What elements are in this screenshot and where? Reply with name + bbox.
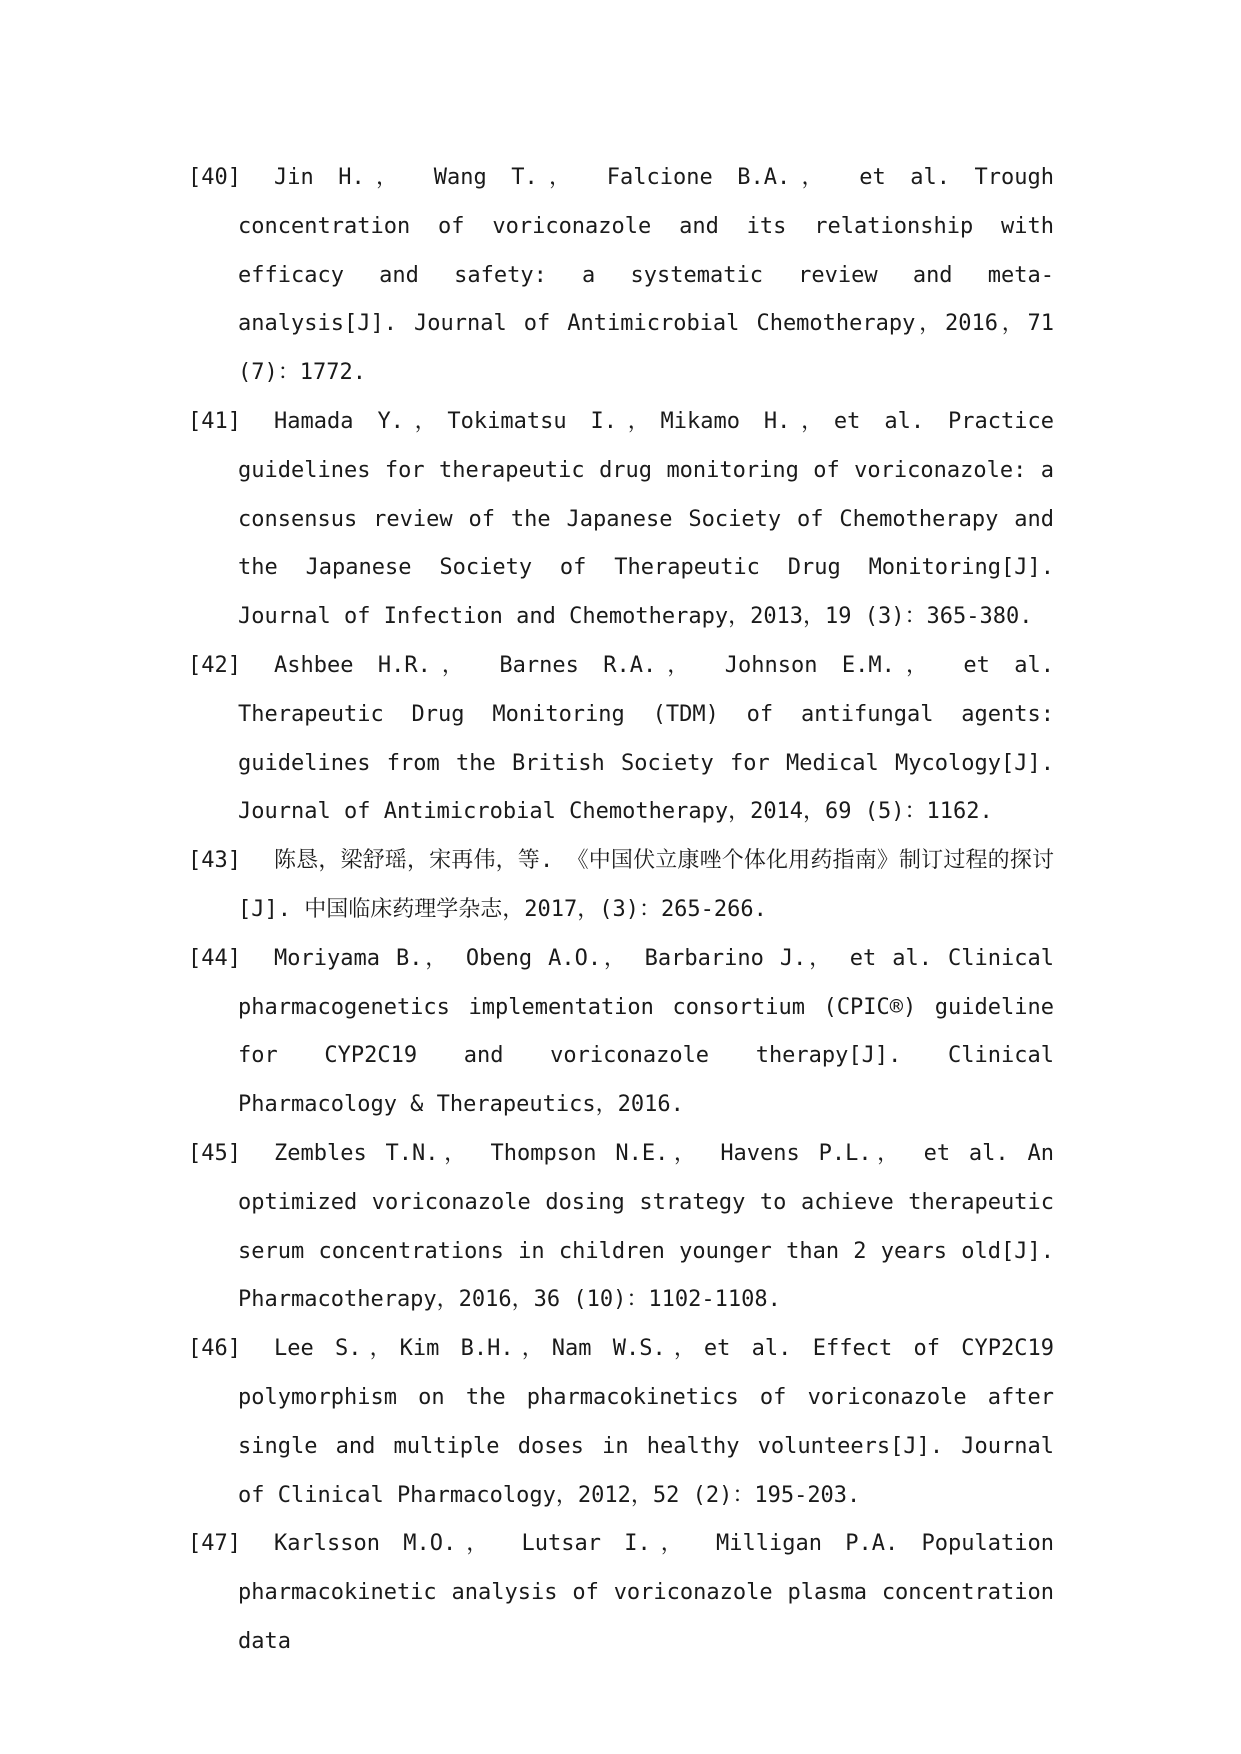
reference-number: [44] — [188, 945, 241, 971]
reference-text: Moriyama B.， Obeng A.O.， Barbarino J.， et al. Clinical pharmacogenetics implementation consortium (CPIC®) guideline for CYP2C19 and voriconazole therapy[J]. Clinical Pharmacology & Therapeutics，2016. — [238, 945, 1054, 1118]
reference-item — [188, 1130, 1054, 1325]
reference-number: [47] — [188, 1531, 241, 1557]
reference-number: [42] — [188, 652, 241, 678]
reference-text: Lee S.，Kim B.H.，Nam W.S.，et al. Effect of CYP2C19 polymorphism on the pharmacokinetics of voriconazole after single and multiple doses in healthy volunteers[J]. Journal of Clinical Pharmacology，2012，52 (2)：195-203. — [238, 1336, 1054, 1508]
reference-number: [41] — [188, 408, 241, 434]
reference-item — [188, 837, 1054, 935]
reference-item — [188, 642, 1054, 837]
reference-list — [188, 154, 1054, 1667]
reference-text: Ashbee H.R.， Barnes R.A.， Johnson E.M.， et al. Therapeutic Drug Monitoring (TDM) of antifungal agents: guidelines from the British Society for Medical Mycology[J]. Journal of Antimicrobial Chemotherapy，2014，69 (5)：1162. — [238, 652, 1054, 825]
reference-number: [40] — [188, 165, 241, 190]
reference-item — [188, 154, 1054, 398]
reference-text: Karlsson M.O.， Lutsar I.， Milligan P.A. Population pharmacokinetic analysis of voriconazole plasma concentration data — [238, 1531, 1054, 1654]
reference-item — [188, 398, 1054, 642]
reference-text: Jin H.， Wang T.， Falcione B.A.， et al. Trough concentration of voriconazole and its relationship with efficacy and safety: a systematic review and meta-analysis[J]. Journal of Antimicrobial Chemotherapy，2016，71 (7)：1772. — [238, 165, 1054, 386]
reference-text: Hamada Y.，Tokimatsu I.，Mikamo H.，et al. Practice guidelines for therapeutic drug monitoring of voriconazole: a consensus review of the Japanese Society of Chemotherapy and the Japanese Society of Therapeutic Drug Monitoring[J]. Journal of Infection and Chemotherapy，2013，19 (3)：365-380. — [238, 408, 1054, 630]
reference-text: 陈恳，梁舒瑶，宋再伟，等. 《中国伏立康唑个体化用药指南》制订过程的探讨[J]. 中国临床药理学杂志，2017，(3)：265-266. — [238, 848, 1054, 922]
reference-item — [188, 935, 1054, 1130]
reference-number: [45] — [188, 1140, 241, 1166]
reference-number: [46] — [188, 1336, 241, 1362]
reference-item — [188, 1325, 1054, 1520]
reference-item — [188, 1520, 1054, 1666]
reference-number: [43] — [188, 848, 241, 874]
reference-text: Zembles T.N.， Thompson N.E.， Havens P.L.， et al. An optimized voriconazole dosing strategy to achieve therapeutic serum concentrations in children younger than 2 years old[J]. Pharmacotherapy，2016，36 (10)：1102-1108. — [238, 1140, 1054, 1313]
